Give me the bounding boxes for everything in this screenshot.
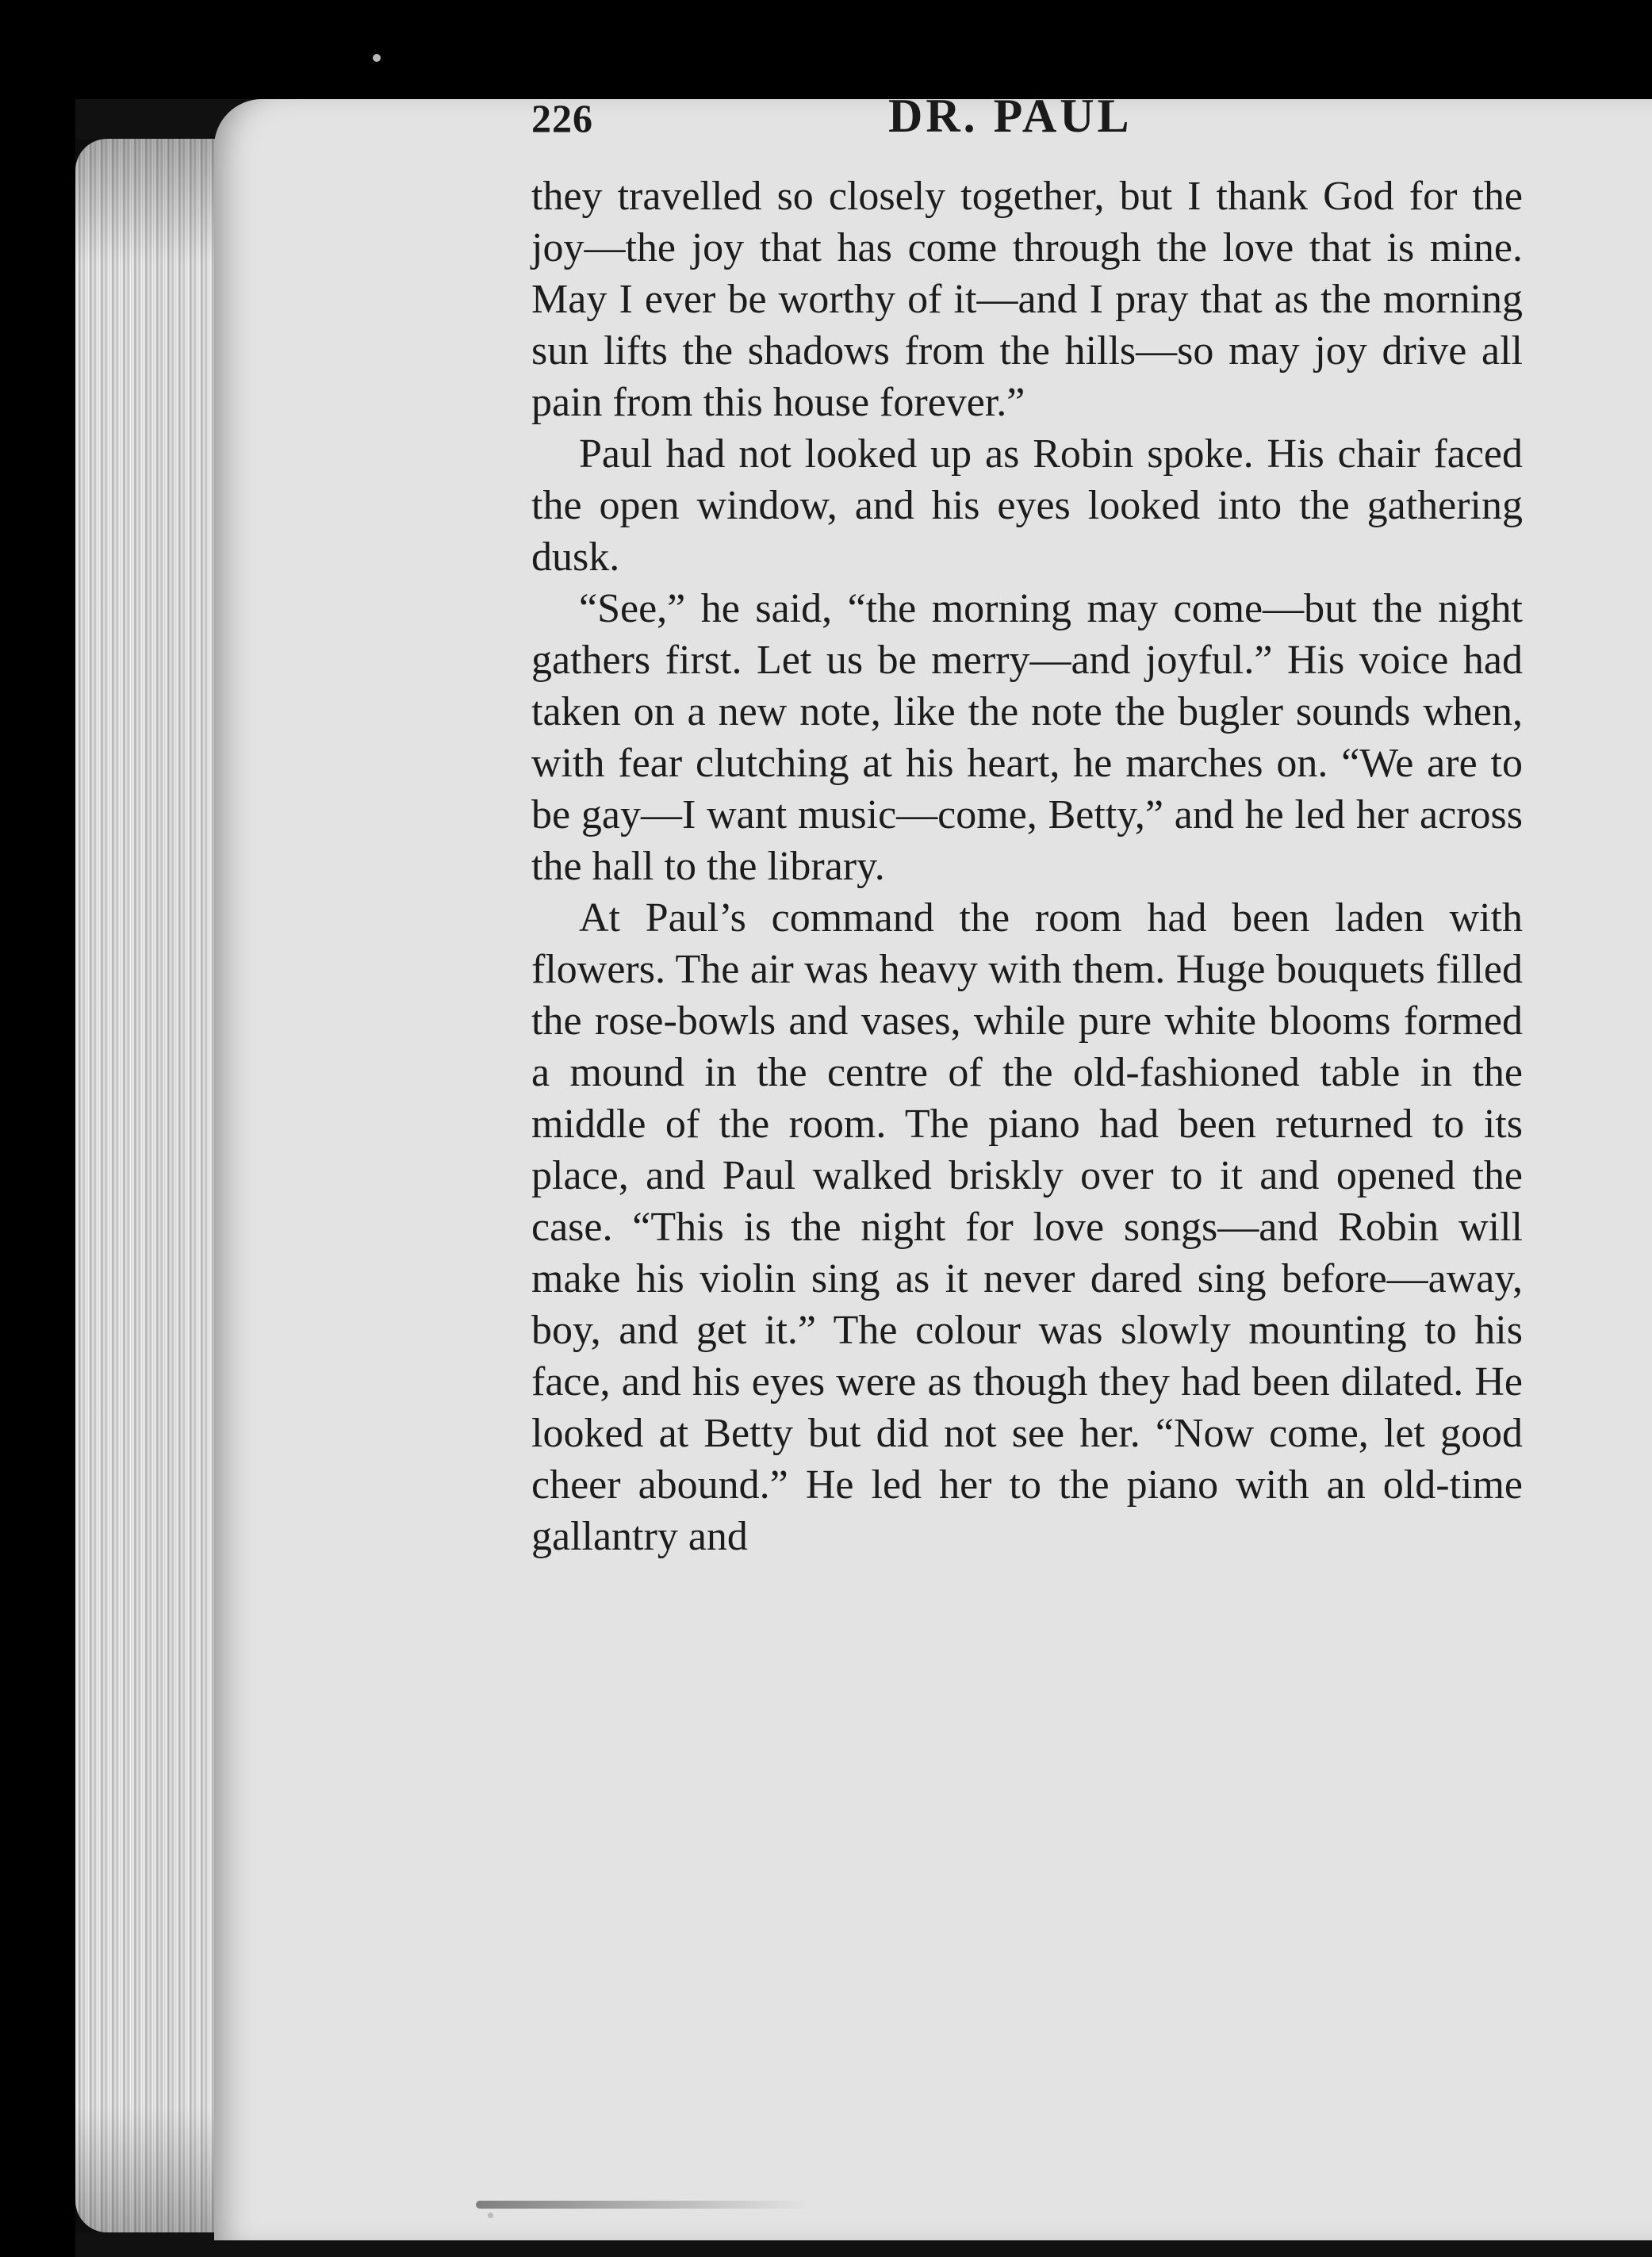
body-text <box>531 171 1523 1562</box>
page-smudge <box>476 2201 809 2209</box>
page-number: 226 <box>531 96 593 140</box>
page-header <box>531 89 1523 160</box>
paragraph: Paul had not looked up as Robin spoke. His chair faced the open window, and his eyes looked into the gathering dusk. <box>531 431 1523 580</box>
paragraph: At Paul’s command the room had been laden with flowers. The air was heavy with them. Huge bouquets filled the rose-bowls and vases, while pure white blooms formed a mound in the centre of the old-fashioned table in the middle of the room. The piano had been returned to its place, and Paul walked briskly over to it and opened the case. “This is the night for love songs—and Robin will make his violin sing as it never dared sing before—away, boy, and get it.” The colour was slowly mounting to his face, and his eyes were as though they had been dilated. He looked at Betty but did not see her. “Now come, let good cheer abound.” He led her to the piano with an old-time gallantry and <box>531 895 1523 1559</box>
paragraph: “See,” he said, “the morning may come—but the night gathers first. Let us be merry—and joyful.” His voice had taken on a new note, like the note the bugler sounds when, with fear clutching at his heart, he marches on. “We are to be gay—I want music—come, Betty,” and he led her across the hall to the library. <box>531 586 1523 889</box>
paragraph: they travelled so closely together, but I thank God for the joy—the joy that has come through the love that is mine. May I ever be worthy of it—and I pray that as the morning sun lifts the shadows from the hills—so may joy drive all pain from this house forever.” <box>531 174 1523 425</box>
dust-speck <box>373 54 381 62</box>
running-head: DR. PAUL <box>888 90 1133 142</box>
dust-speck <box>488 2213 493 2218</box>
